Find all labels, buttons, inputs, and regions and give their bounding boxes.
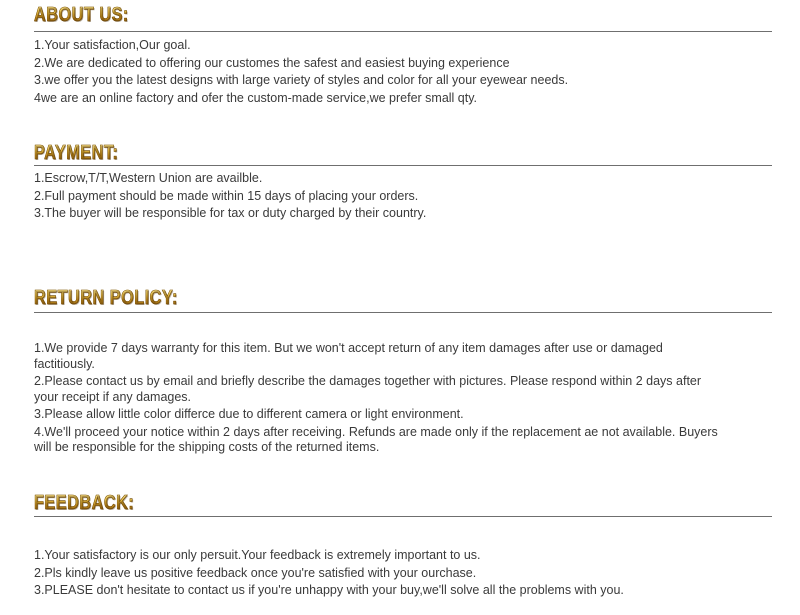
- list-item: 1.Escrow,T/T,Western Union are availble.: [34, 171, 263, 185]
- list-item: 1.Your satisfaction,Our goal.: [34, 38, 191, 52]
- about-heading: ABOUT US:: [34, 4, 129, 26]
- list-item: 2.Pls kindly leave us positive feedback once you're satisfied with your ourchase.: [34, 565, 477, 580]
- about-divider: [34, 31, 772, 32]
- feedback-heading: FEEDBACK:: [34, 492, 135, 514]
- list-item: 3.Please allow little color differce due to different camera or light environment.: [34, 407, 464, 421]
- list-item: 2.Full payment should be made within 15 days of placing your orders.: [34, 188, 419, 203]
- list-item: 3.PLEASE don't hesitate to contact us if you're unhappy with your buy,we'll solve all the problems with you.: [34, 583, 624, 597]
- list-item: 4we are an online factory and ofer the custom-made service,we prefer small qty.: [34, 90, 478, 105]
- list-item: 1.We provide 7 days warranty for this item. But we won't accept return of any item damages after use or damaged factitiously.: [34, 341, 663, 371]
- payment-divider: [34, 165, 772, 166]
- list-item: 2.We are dedicated to offering our customes the safest and easiest buying experience: [34, 55, 510, 70]
- list-item: 3.The buyer will be responsible for tax or duty charged by their country.: [34, 206, 427, 220]
- payment-list: [34, 170, 734, 223]
- about-list: [34, 37, 734, 107]
- list-item: 3.we offer you the latest designs with large variety of styles and color for all your eyewear needs.: [34, 73, 569, 87]
- feedback-divider: [34, 516, 772, 517]
- return-policy-heading: RETURN POLICY:: [34, 287, 178, 309]
- return-policy-divider: [34, 312, 772, 313]
- feedback-list: [34, 547, 754, 600]
- payment-heading: PAYMENT:: [34, 142, 119, 164]
- return-policy-list: [34, 341, 724, 458]
- list-item: 4.We'll proceed your notice within 2 days after receiving. Refunds are made only if the replacement ae not available. Buyers will be responsible for the shipping costs of the returned items.: [34, 424, 718, 454]
- list-item: 2.Please contact us by email and briefly describe the damages together with pictures. Please respond within 2 days after your receipt if any damages.: [34, 374, 702, 404]
- list-item: 1.Your satisfactory is our only persuit.Your feedback is extremely important to us.: [34, 548, 481, 562]
